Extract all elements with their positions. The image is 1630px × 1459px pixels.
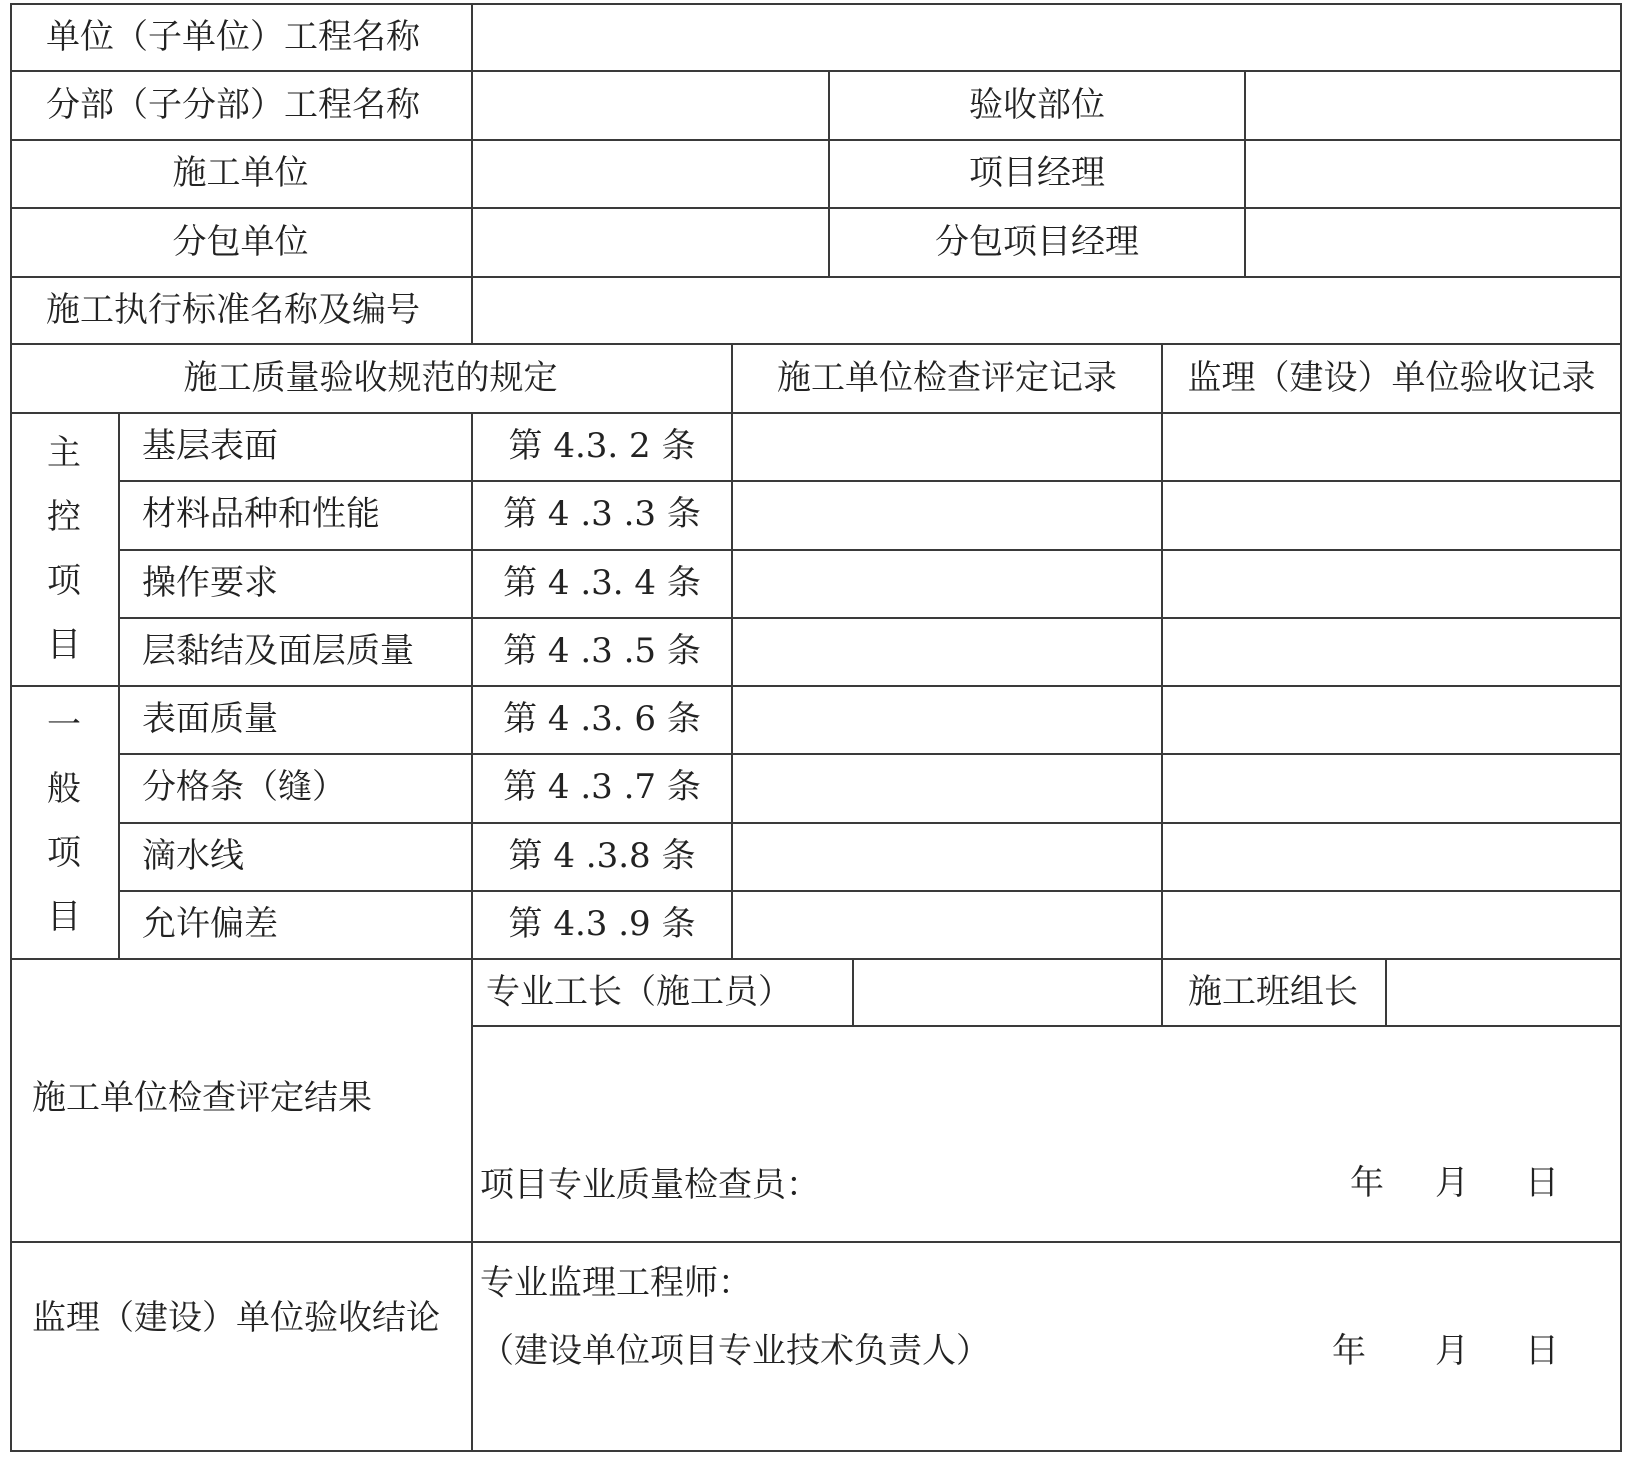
group-char: 目	[47, 897, 81, 937]
project-manager-label: 项目经理	[969, 153, 1105, 193]
main-control-group-label	[10, 421, 118, 677]
inspector-label: 项目专业质量检查员：	[480, 1165, 820, 1205]
item-name: 表面质量	[142, 699, 278, 739]
construction-unit-label: 施工单位	[172, 153, 309, 193]
item-name: 基层表面	[142, 426, 278, 466]
general-group-label	[10, 693, 118, 949]
group-char: 般	[47, 769, 81, 809]
rule	[10, 207, 1622, 209]
item-name: 滴水线	[142, 836, 244, 876]
rule	[1244, 70, 1246, 278]
column-construction-record: 施工单位检查评定记录	[777, 358, 1117, 398]
rule	[10, 685, 1622, 687]
result-label: 施工单位检查评定结果	[32, 1078, 372, 1118]
rule	[731, 343, 733, 960]
conclusion-day: 日	[1525, 1331, 1559, 1371]
rule	[118, 822, 1622, 824]
rule	[10, 70, 1622, 72]
item-name: 材料品种和性能	[142, 494, 380, 534]
item-clause: 第 4.3 .9 条	[508, 904, 696, 944]
conclusion-month: 月	[1435, 1331, 1469, 1371]
subcontract-manager-label: 分包项目经理	[935, 222, 1139, 262]
group-char: 主	[47, 433, 81, 473]
item-clause: 第 4 .3 .5 条	[503, 631, 701, 671]
item-name: 允许偏差	[142, 904, 278, 944]
rule	[118, 549, 1622, 551]
rule	[10, 139, 1622, 141]
rule	[1385, 958, 1387, 1027]
item-clause: 第 4 .3. 6 条	[503, 699, 701, 739]
rule	[10, 412, 1622, 414]
item-name: 层黏结及面层质量	[142, 631, 414, 671]
rule	[118, 890, 1622, 892]
rule	[118, 412, 120, 960]
item-clause: 第 4 .3 .3 条	[503, 494, 701, 534]
acceptance-form	[10, 3, 1622, 1452]
rule	[10, 3, 1622, 5]
rule	[1620, 3, 1622, 1452]
item-clause: 第 4 .3. 4 条	[503, 563, 701, 603]
item-name: 操作要求	[142, 563, 278, 603]
rule	[1161, 958, 1163, 1027]
group-char: 项	[47, 561, 81, 601]
rule	[10, 1241, 1622, 1243]
item-clause: 第 4 .3 .7 条	[503, 767, 701, 807]
rule	[10, 958, 1622, 960]
acceptance-part-label: 验收部位	[969, 85, 1105, 125]
result-month: 月	[1435, 1163, 1469, 1203]
rule	[471, 958, 473, 1452]
result-day: 日	[1525, 1163, 1559, 1203]
result-year: 年	[1350, 1163, 1384, 1203]
column-spec: 施工质量验收规范的规定	[183, 358, 558, 398]
rule	[852, 958, 854, 1027]
conclusion-year: 年	[1332, 1331, 1366, 1371]
rule	[118, 480, 1622, 482]
item-name: 分格条（缝）	[142, 767, 346, 807]
engineer-label: 专业监理工程师：	[480, 1263, 752, 1303]
rule	[1161, 343, 1163, 960]
item-clause: 第 4.3. 2 条	[508, 426, 696, 466]
item-clause: 第 4 .3.8 条	[508, 836, 696, 876]
sub-project-label: 分部（子分部）工程名称	[46, 85, 420, 125]
rule	[10, 276, 1622, 278]
project-name-label: 单位（子单位）工程名称	[46, 17, 420, 57]
rule	[10, 1450, 1622, 1452]
column-supervision-record: 监理（建设）单位验收记录	[1187, 358, 1596, 398]
team-leader-label: 施工班组长	[1188, 972, 1358, 1012]
standard-label: 施工执行标准名称及编号	[46, 290, 420, 330]
rule	[118, 753, 1622, 755]
rule	[10, 343, 1622, 345]
conclusion-label: 监理（建设）单位验收结论	[32, 1298, 440, 1338]
rule	[471, 3, 473, 344]
owner-label: （建设单位项目专业技术负责人）	[480, 1331, 990, 1371]
group-char: 一	[47, 705, 81, 745]
group-char: 目	[47, 625, 81, 665]
group-char: 项	[47, 833, 81, 873]
rule	[118, 617, 1622, 619]
subcontract-unit-label: 分包单位	[172, 222, 309, 262]
rule	[471, 1025, 1622, 1027]
foreman-label: 专业工长（施工员）	[486, 972, 792, 1012]
group-char: 控	[47, 497, 81, 537]
